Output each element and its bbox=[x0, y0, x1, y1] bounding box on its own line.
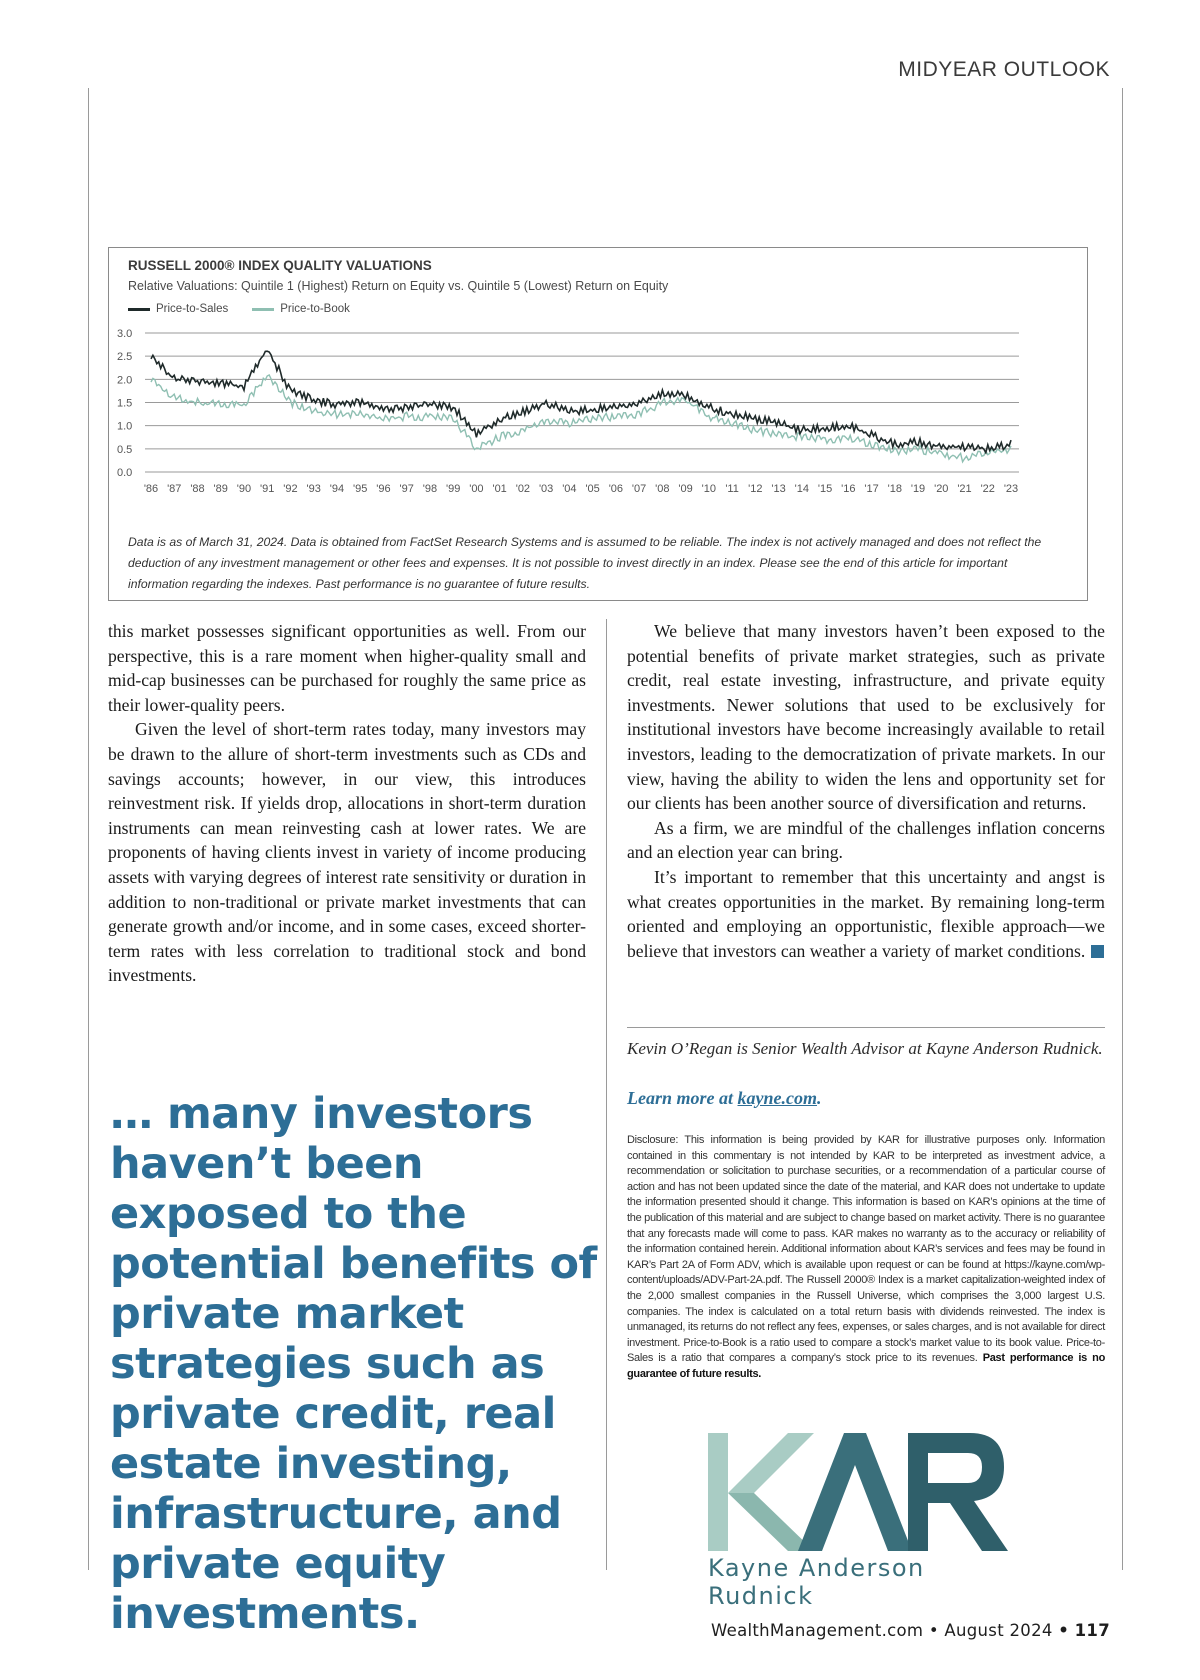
x-tick-label: '20 bbox=[934, 483, 949, 495]
disclosure-body: Disclosure: This information is being provided by KAR for illustrative purposes only. Information contained in this commentary is not intended by KAR to be interpreted as investment advice, a recommendation or solicitation to purchase securities, or a recommendation of a particular course of action and has not been updated since the date of the material, and KAR does not undertake to update the information presented should it change. This information is based on KAR’s opinions at the time of the publication of this material and are subject to change based on market activity. There is no guarantee that any forecasts made will come to pass. KAR makes no warranty as to the accuracy or reliability of the information contained herein. Additional information about KAR’s services and fees may be found in KAR’s Part 2A of Form ADV, which is available upon request or can be found at https://kayne.com/wp-content/uploads/ADV-Part-2A.pdf. The Russell 2000® Index is a market capitalization-weighted index of the 2,000 smallest companies in the Russell Universe, which comprises the 3,000 largest U.S. companies. The index is calculated on a total return basis with dividends reinvested. The index is unmanaged, its returns do not reflect any fees, expenses, or sales charges, and is not available for direct investment. Price-to-Book is a ratio used to compare a stock’s market value to its book value. Price-to-Sales is a ratio that compares a company’s stock price to its revenues. bbox=[627, 1134, 1105, 1365]
y-tick-label: 1.5 bbox=[117, 397, 133, 410]
pull-quote: … many investors haven’t been exposed to the potential benefits of private market strategies such as private credit, real estate investing, infrastructure, and private equity investments. bbox=[110, 1089, 597, 1639]
x-tick-label: '09 bbox=[678, 483, 693, 495]
learn-more-suffix: . bbox=[816, 1088, 822, 1108]
x-tick-label: '97 bbox=[399, 483, 414, 495]
x-tick-label: '98 bbox=[422, 483, 438, 495]
x-tick-label: '18 bbox=[887, 483, 902, 495]
x-tick-label: '16 bbox=[841, 483, 856, 495]
x-tick-label: '86 bbox=[143, 483, 159, 495]
chart-plot bbox=[109, 248, 1087, 538]
article-paragraph: We believe that many investors haven’t been exposed to the potential benefits of private market strategies, such as private credit, real estate investing, infrastructure, and private equity investments. Newer solutions that used to be exclusively for institutional investors have become increasingly available to retail investors, leading to the democratization of private markets. In our view, having the ability to widen the lens and opportunity set for our clients has been another source of diversification and returns. bbox=[627, 621, 1105, 814]
article-paragraph: Given the level of short-term rates today, many investors may be drawn to the allure of short-term investments such as CDs and savings accounts; however, in our view, this introduces reinvestment risk. If yields drop, allocations in short-term duration instruments can mean reinvesting cash at lower rates. We are proponents of having clients invest in variety of income producing assets with varying degrees of interest rate sensitivity or duration in addition to non-traditional or private market investments that can generate growth and/or income, and in some cases, exceed shorter-term rates with less correlation to traditional stock and bond investments. bbox=[108, 719, 586, 986]
legend-label-price-to-book: Price-to-Book bbox=[280, 303, 350, 315]
x-tick-label: '93 bbox=[306, 483, 321, 495]
x-tick-label: '13 bbox=[771, 483, 786, 495]
footer-site: WealthManagement.com bbox=[710, 1621, 924, 1640]
article-paragraph-final bbox=[627, 865, 1105, 963]
x-tick-label: '88 bbox=[190, 483, 205, 495]
author-byline: Kevin O’Regan is Senior Wealth Advisor at Kayne Anderson Rudnick. bbox=[627, 1039, 1103, 1058]
y-tick-label: 2.5 bbox=[117, 351, 133, 364]
learn-more bbox=[627, 1088, 821, 1109]
chart-subtitle: Relative Valuations: Quintile 1 (Highest) Return on Equity vs. Quintile 5 (Lowest) Return on Equity bbox=[128, 279, 669, 293]
end-of-article-mark bbox=[1091, 945, 1104, 958]
x-tick-label: '95 bbox=[353, 483, 368, 495]
page-number: 117 bbox=[1074, 1621, 1110, 1640]
x-tick-label: '01 bbox=[492, 483, 507, 495]
article-paragraph-text: It’s important to remember that this uncertainty and angst is what creates opportunities in the market. By remaining long-term oriented and employing an opportunistic, flexible approach—we believe that investors can weather a variety of market conditions. bbox=[627, 866, 1105, 961]
series-line-price-to-sales bbox=[151, 351, 1011, 452]
disclosure-text bbox=[627, 1133, 1105, 1383]
learn-more-prefix: Learn more at bbox=[627, 1088, 738, 1108]
x-tick-label: '91 bbox=[260, 483, 275, 495]
x-tick-label: '00 bbox=[469, 483, 484, 495]
x-tick-label: '99 bbox=[445, 483, 461, 495]
x-tick-label: '21 bbox=[957, 483, 972, 495]
disclosure-bold: Past performance is no guarantee of future results. bbox=[627, 1352, 1105, 1380]
x-tick-label: '89 bbox=[213, 483, 228, 495]
article-right-column bbox=[627, 619, 1105, 963]
x-tick-label: '08 bbox=[655, 483, 670, 495]
y-tick-label: 0.5 bbox=[117, 443, 133, 456]
page-footer: WealthManagement.com • August 2024 • 117 bbox=[710, 1621, 1110, 1640]
article-paragraph: As a firm, we are mindful of the challenges inflation concerns and an election year can bring. bbox=[627, 817, 1105, 863]
x-tick-label: '19 bbox=[910, 483, 926, 495]
x-tick-label: '03 bbox=[538, 483, 554, 495]
x-tick-label: '23 bbox=[1003, 483, 1019, 495]
byline-divider bbox=[627, 1027, 1105, 1028]
right-margin-rule bbox=[1122, 88, 1123, 1570]
x-tick-label: '17 bbox=[864, 483, 879, 495]
chart-title: RUSSELL 2000® INDEX QUALITY VALUATIONS bbox=[128, 258, 432, 273]
x-tick-label: '06 bbox=[608, 483, 624, 495]
chart-figure bbox=[108, 247, 1088, 601]
section-header: MIDYEAR OUTLOOK bbox=[898, 58, 1110, 81]
chart-note: Data is as of March 31, 2024. Data is obtained from FactSet Research Systems and is assumed to be reliable. The index is not actively managed and does not reflect the deduction of any investment management or other fees and expenses. It is not possible to invest directly in an index. Please see the end of this article for important information regarding the indexes. Past performance is no guarantee of future results. bbox=[128, 535, 1042, 591]
y-tick-label: 2.0 bbox=[117, 374, 133, 387]
x-tick-label: '96 bbox=[376, 483, 391, 495]
footer-date: August 2024 bbox=[944, 1621, 1053, 1640]
x-tick-label: '04 bbox=[562, 483, 577, 495]
kayne-link[interactable]: kayne.com bbox=[737, 1088, 817, 1108]
x-tick-label: '22 bbox=[980, 483, 995, 495]
y-tick-label: 3.0 bbox=[117, 328, 133, 340]
x-tick-label: '15 bbox=[817, 483, 833, 495]
x-tick-label: '12 bbox=[748, 483, 763, 495]
x-tick-label: '90 bbox=[236, 483, 252, 495]
y-tick-label: 0.0 bbox=[117, 467, 133, 479]
x-tick-label: '14 bbox=[794, 483, 809, 495]
x-tick-label: '07 bbox=[631, 483, 647, 495]
column-divider bbox=[606, 619, 607, 1570]
y-tick-label: 1.0 bbox=[117, 420, 133, 433]
article-paragraph: this market possesses significant opportunities as well. From our perspective, this is a rare moment when higher-quality small and mid-cap businesses can be purchased for roughly the same price as their lower-quality peers. bbox=[108, 621, 586, 715]
x-tick-label: '10 bbox=[701, 483, 717, 495]
legend-label-price-to-sales: Price-to-Sales bbox=[156, 303, 229, 315]
article-left-column bbox=[108, 619, 586, 988]
logo-wordmark: Kayne Anderson Rudnick bbox=[708, 1554, 925, 1610]
x-tick-label: '92 bbox=[283, 483, 298, 495]
left-margin-rule bbox=[88, 88, 89, 1570]
x-tick-label: '11 bbox=[725, 483, 739, 495]
x-tick-label: '87 bbox=[167, 483, 182, 495]
x-tick-label: '94 bbox=[329, 483, 345, 495]
x-tick-label: '05 bbox=[585, 483, 600, 495]
x-tick-label: '02 bbox=[515, 483, 531, 495]
